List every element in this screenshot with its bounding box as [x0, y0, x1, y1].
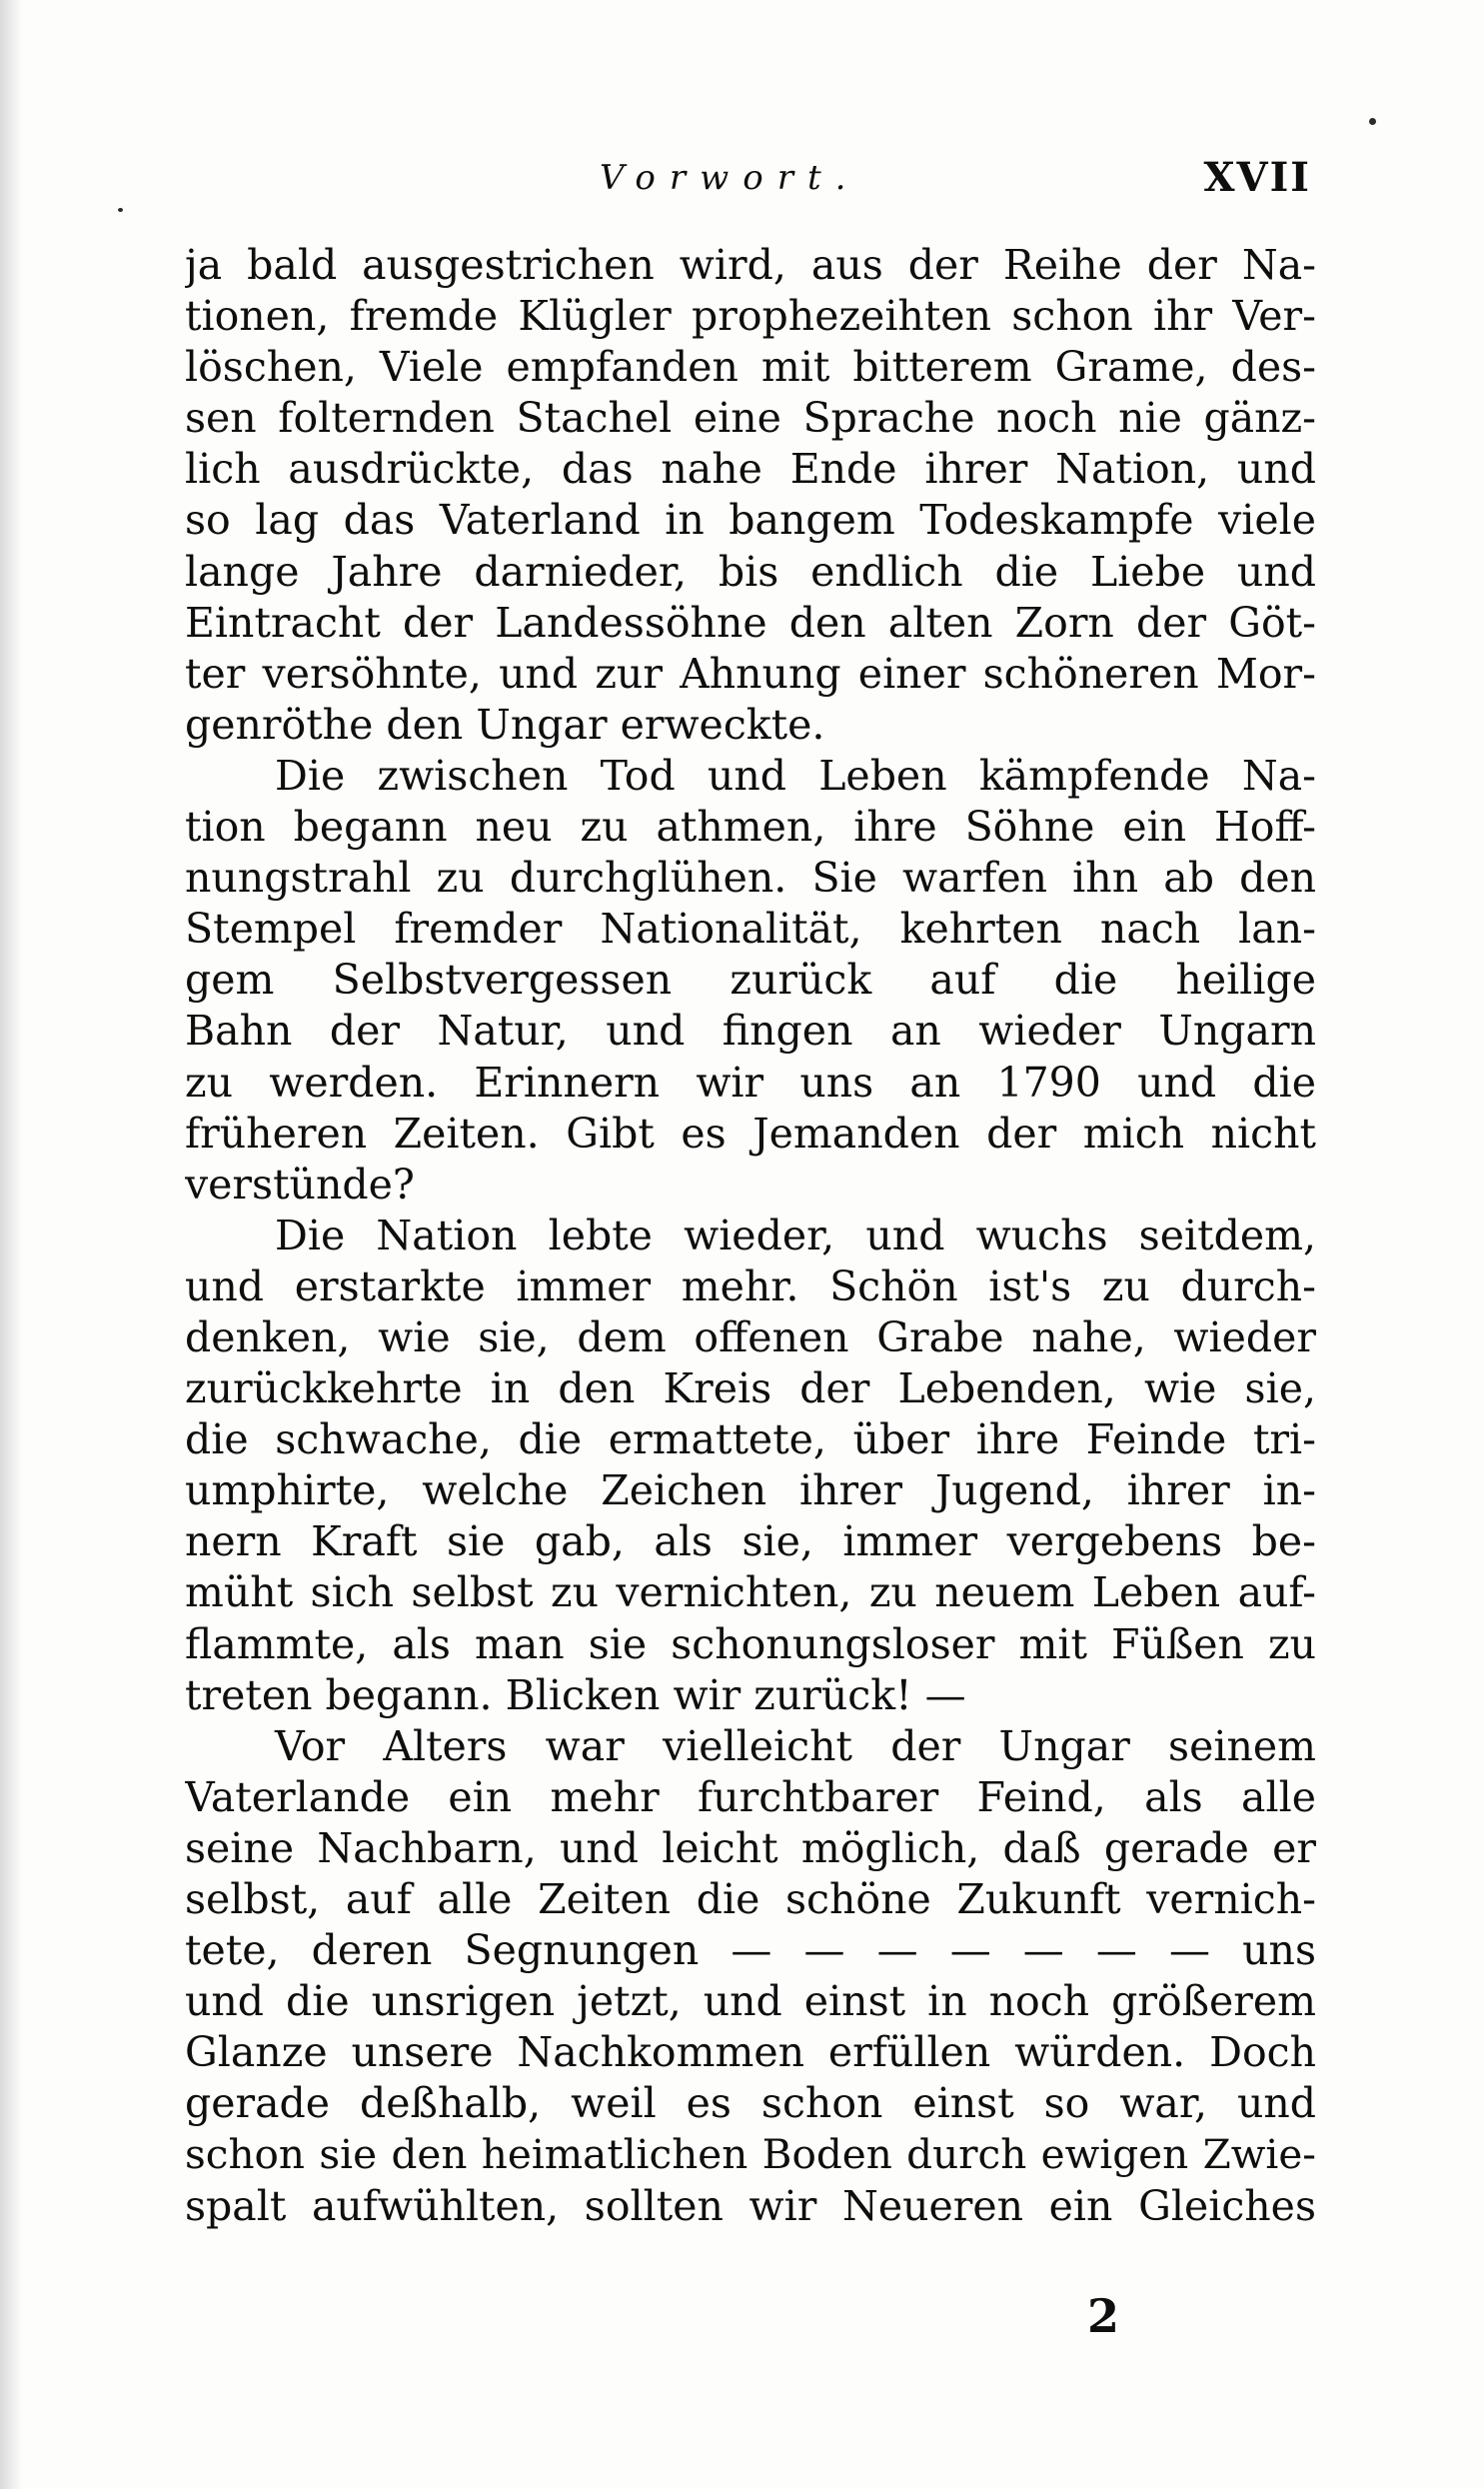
text-line: genröthe den Ungar erweckte.: [185, 700, 825, 749]
print-speck: [1369, 118, 1376, 125]
page-header: [600, 150, 1311, 210]
text-line: Vaterlande ein mehr furchtbarer Feind, als alle: [185, 1772, 1316, 1821]
page-number: XVII: [1203, 154, 1311, 201]
text-line: zu werden. Erinnern wir uns an 1790 und die: [185, 1058, 1316, 1107]
paragraph-first-line: Vor Alters war vielleicht der Ungar seinem: [275, 1721, 1316, 1770]
text-line: tion begann neu zu athmen, ihre Söhne ein Hoff-: [185, 803, 1316, 852]
running-head: Vorwort.: [600, 158, 860, 198]
binding-shadow: [0, 0, 22, 2489]
text-line: gem Selbstvergessen zurück auf die heilige: [185, 956, 1316, 1005]
text-line: tionen, fremde Klügler prophezeihten schon ihr Ver-: [185, 292, 1316, 341]
text-line: Bahn der Natur, und fingen an wieder Ungarn: [185, 1007, 1316, 1056]
text-line: nungstrahl zu durchglühen. Sie warfen ihn ab den: [185, 854, 1316, 903]
paragraph-first-line: Die Nation lebte wieder, und wuchs seitdem,: [275, 1211, 1316, 1259]
text-line: gerade deßhalb, weil es schon einst so war, und: [185, 2079, 1316, 2128]
text-line: seine Nachbarn, und leicht möglich, daß gerade er: [185, 1823, 1316, 1872]
text-line: früheren Zeiten. Gibt es Jemanden der mich nicht: [185, 1109, 1316, 1158]
body-text: [185, 240, 1316, 2232]
text-line: sen folternden Stachel eine Sprache noch nie gänz-: [185, 394, 1316, 443]
text-line: tete, deren Segnungen — — — — — — — uns: [185, 1926, 1316, 1975]
text-line: umphirte, welche Zeichen ihrer Jugend, ihrer in-: [185, 1466, 1316, 1515]
paragraph-first-line: Die zwischen Tod und Leben kämpfende Na-: [275, 751, 1316, 800]
text-line: verstünde?: [185, 1160, 415, 1209]
text-line: spalt aufwühlten, sollten wir Neueren ein Gleiches: [185, 2181, 1316, 2230]
text-line: müht sich selbst zu vernichten, zu neuem Leben auf-: [185, 1568, 1316, 1617]
text-line: ter versöhnte, und zur Ahnung einer schöneren Mor-: [185, 649, 1316, 698]
text-line: Eintracht der Landessöhne den alten Zorn der Göt-: [185, 598, 1316, 647]
text-line: löschen, Viele empfanden mit bitterem Grame, des-: [185, 343, 1316, 392]
text-line: treten begann. Blicken wir zurück! —: [185, 1670, 966, 1719]
text-line: nern Kraft sie gab, als sie, immer vergebens be-: [185, 1517, 1316, 1566]
text-line: selbst, auf alle Zeiten die schöne Zukunft vernich-: [185, 1875, 1316, 1923]
text-line: und erstarkte immer mehr. Schön ist's zu durch-: [185, 1261, 1316, 1310]
text-line: und die unsrigen jetzt, und einst in noch größerem: [185, 1977, 1316, 2026]
text-line: flammte, als man sie schonungsloser mit Füßen zu: [185, 1619, 1316, 1668]
text-line: Stempel fremder Nationalität, kehrten nach lan-: [185, 905, 1316, 954]
text-line: so lag das Vaterland in bangem Todeskampfe viele: [185, 496, 1316, 545]
text-line: schon sie den heimatlichen Boden durch ewigen Zwie-: [185, 2130, 1316, 2179]
text-line: ja bald ausgestrichen wird, aus der Reihe der Na-: [185, 241, 1316, 289]
text-line: denken, wie sie, dem offenen Grabe nahe, wieder: [185, 1312, 1316, 1361]
text-line: die schwache, die ermattete, über ihre Feinde tri-: [185, 1415, 1316, 1464]
text-line: lich ausdrückte, das nahe Ende ihrer Nation, und: [185, 445, 1316, 494]
text-line: zurückkehrte in den Kreis der Lebenden, wie sie,: [185, 1364, 1316, 1413]
text-line: lange Jahre darnieder, bis endlich die Liebe und: [185, 547, 1316, 596]
signature-mark: 2: [1087, 2289, 1120, 2343]
text-line: Glanze unsere Nachkommen erfüllen würden. Doch: [185, 2028, 1316, 2077]
print-speck: [118, 208, 123, 212]
